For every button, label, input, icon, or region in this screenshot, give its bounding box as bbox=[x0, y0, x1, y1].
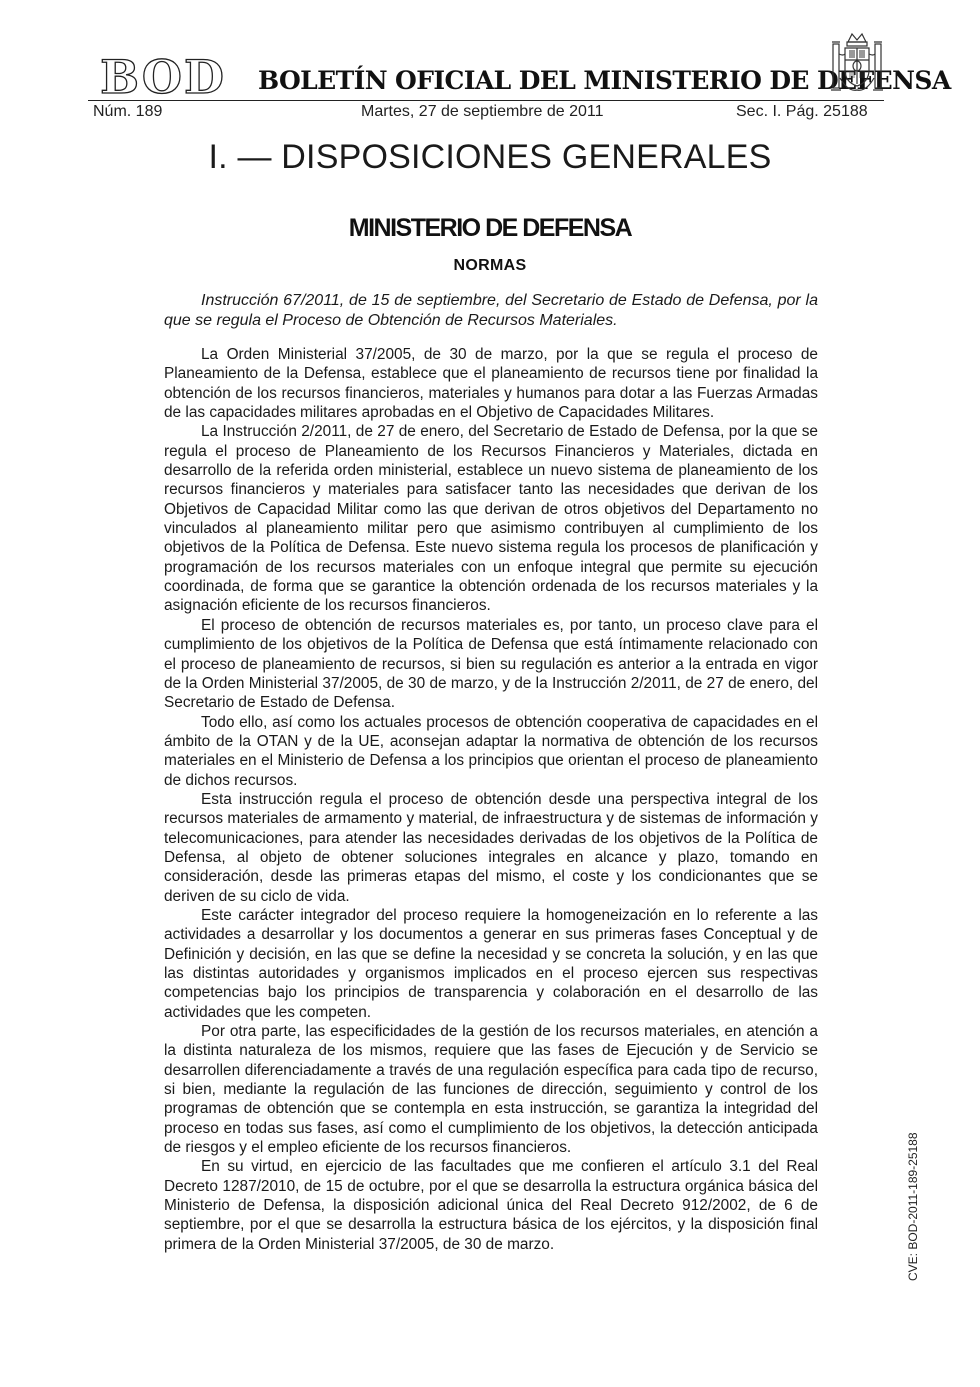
document-body bbox=[164, 345, 818, 1254]
paragraph-2: La Instrucción 2/2011, de 27 de enero, del Secretario de Estado de Defensa, por la que se regula el proceso de Planeamiento de los Recursos Financieros y Materiales, dictada en desarrollo de la referida orden ministerial, establece un nuevo sistema de planeamiento de los recursos financieros y materiales para satisfacer tanto las necesidades que derivan de los Objetivos de Capacidad Militar como las que derivan de otros objetivos del Departamento no vinculados al planeamiento militar pero que asimismo contribuyen al cumplimiento de los objetivos de la Política de Defensa. Este nuevo sistema regula los procesos de planificación y programación de los recursos materiales con un enfoque integral que permite su ejecución coordinada, de forma que se garantice la obtención ordenada de los recursos materiales y la asignación eficiente de los recursos financieros. bbox=[164, 423, 818, 615]
cve-identifier: CVE: BOD-2011-189-25188 bbox=[906, 1132, 920, 1281]
issue-date: Martes, 27 de septiembre de 2011 bbox=[361, 103, 604, 120]
paragraph-8: En su virtud, en ejercicio de las facultades que me confieren el artículo 3.1 del Real Decreto 1287/2010, de 15 de octubre, por el que se desarrolla la estructura orgánica básica del Ministerio de Defensa, la disposición adicional única del Real Decreto 912/2002, de 6 de septiembre, por el que se desarrolla la estructura básica de los ejércitos, y la disposición final primera de la Orden Ministerial 37/2005, de 30 de marzo. bbox=[164, 1158, 818, 1253]
bod-logo-text: BOD bbox=[100, 54, 226, 98]
masthead bbox=[0, 0, 980, 130]
coat-of-arms-icon bbox=[828, 30, 886, 98]
publication-title: BOLETÍN OFICIAL DEL MINISTERIO DE DEFENSA bbox=[258, 66, 951, 95]
paragraph-4: Todo ello, así como los actuales procesos de obtención cooperativa de capacidades en el ámbito de la OTAN y de la UE, aconsejan adaptar la normativa de obtención de los recursos materiales en el Ministerio de Defensa a los principios que orientan el proceso de planeamiento de dichos recursos. bbox=[164, 713, 818, 789]
header-rule bbox=[88, 100, 884, 101]
issue-number: Núm. 189 bbox=[93, 103, 163, 120]
subsection-heading: NORMAS bbox=[453, 257, 527, 274]
bod-logo bbox=[88, 54, 238, 98]
paragraph-5: Esta instrucción regula el proceso de obtención desde una perspectiva integral de los recursos materiales de armamento y material, de infraestructura y de sistemas de información y telecomunicaciones, para atender las necesidades derivadas de los objetivos de la Política de Defensa, al objeto de obtener soluciones integrales en alcance y plazo, tomando en consideración, desde las primeras etapas del mismo, el coste y los condicionantes que se deriven de su ciclo de vida. bbox=[164, 790, 818, 905]
paragraph-7: Por otra parte, las especificidades de la gestión de los recursos materiales, en atención a la distinta naturaleza de los mismos, requiere que las fases de Ejecución y de Servicio se desarrollen diferenciadamente a través de una regulación específica para cada tipo de recurso, si bien, mediante la regulación de las funciones de dirección, seguimiento y control de los programas de obtención que se contempla en esta instrucción, se garantiza la integridad del proceso en todas sus fases, así como el cumplimiento de los objetivos, la detección anticipada de riesgos y el empleo eficiente de los recursos financieros. bbox=[164, 1023, 818, 1157]
paragraph-3: El proceso de obtención de recursos materiales es, por tanto, un proceso clave para el cumplimiento de los objetivos de la Política de Defensa que está íntimamente relacionado con el proceso de planeamiento de recursos, si bien su regulación es anterior a la entrada en vigor de la Orden Ministerial 37/2005, de 30 de marzo, y de la Instrucción 2/2011, de 27 de enero, del Secretario de Estado de Defensa. bbox=[164, 616, 818, 712]
ministry-heading: MINISTERIO DE DEFENSA bbox=[348, 214, 632, 242]
section-heading: I. — DISPOSICIONES GENERALES bbox=[208, 138, 772, 176]
paragraph-1: La Orden Ministerial 37/2005, de 30 de marzo, por la que se regula el proceso de Planeamiento de la Defensa, establece que el planeamiento de recursos tiene por finalidad la obtención de los recursos financieros, materiales y humanos para dotar a las Fuerzas Armadas de las capacidades militares aprobadas en el Objetivo de Capacidades Militares. bbox=[164, 346, 818, 422]
section-page: Sec. I. Pág. 25188 bbox=[736, 103, 868, 120]
document-title: Instrucción 67/2011, de 15 de septiembre, del Secretario de Estado de Defensa, por la que se regula el Proceso de Obtención de Recursos Materiales. bbox=[164, 292, 818, 329]
paragraph-6: Este carácter integrador del proceso requiere la homogeneización en lo referente a las actividades a desarrollar y los documentos a generar en sus primeras fases Conceptual y de Definición y decisión, en las que se define la necesidad y se concreta la solución, y en las que las distintas autoridades y organismos implicados en el proceso ejercen sus respectivas competencias bajo los principios de transparencia y colaboración en el desarrollo de las actividades que les competen. bbox=[164, 906, 818, 1021]
